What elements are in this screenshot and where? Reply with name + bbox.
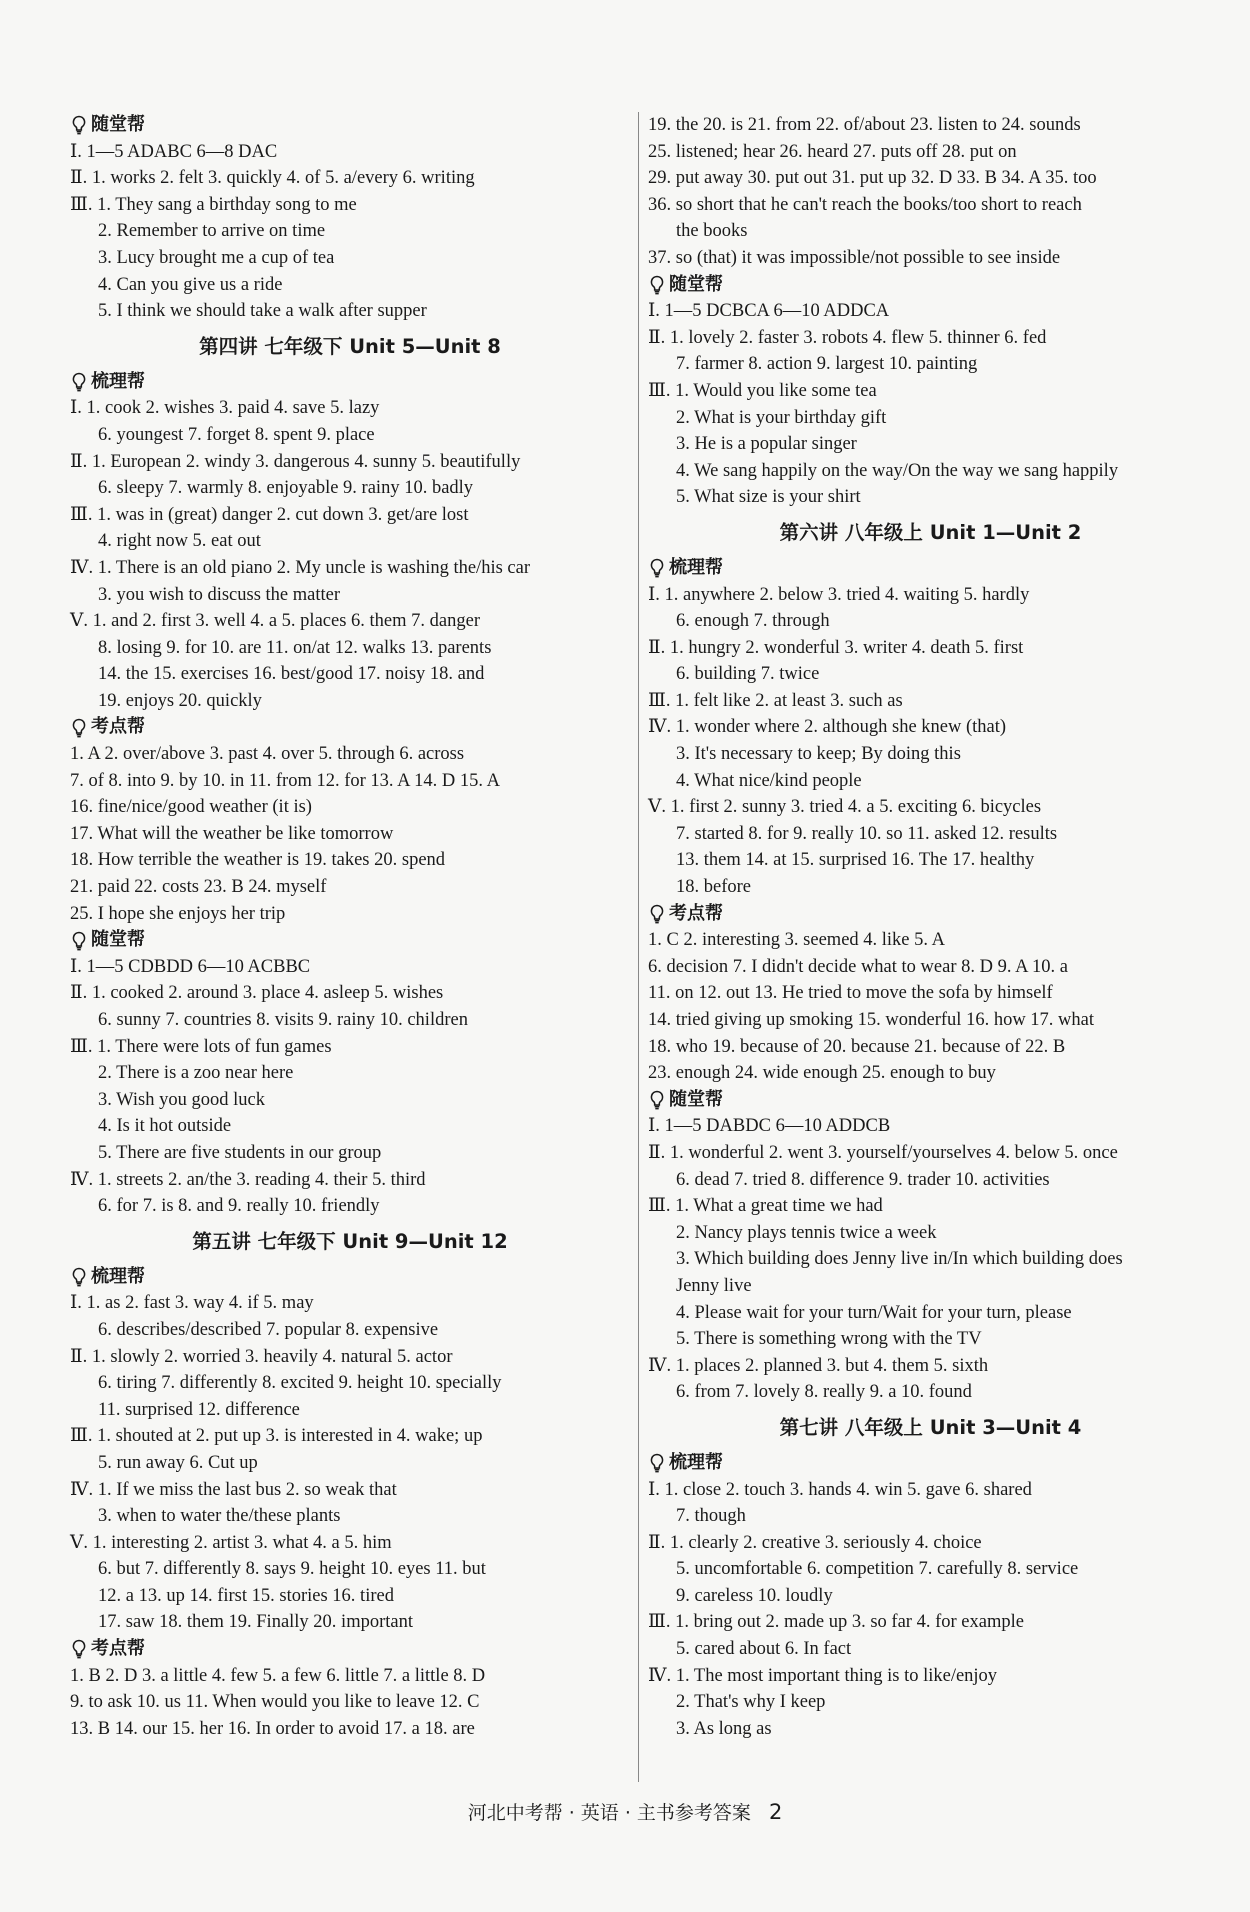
answer-line: Ⅲ. 1. They sang a birthday song to me <box>70 194 357 215</box>
answer-line: 13. them 14. at 15. surprised 16. The 17. healthy <box>676 850 1035 871</box>
lightbulb-icon <box>70 1639 88 1659</box>
answer-line: Ⅳ. 1. streets 2. an/the 3. reading 4. their 5. third <box>70 1169 426 1190</box>
answer-line: 7. though <box>676 1506 746 1527</box>
section-heading <box>70 1636 630 1663</box>
section-heading-text: 考点帮 <box>91 716 145 738</box>
answer-line: 16. fine/nice/good weather (it is) <box>70 797 312 818</box>
section-heading <box>70 112 630 139</box>
answer-line: 6. for 7. is 8. and 9. really 10. friendly <box>98 1196 380 1217</box>
column-divider <box>638 112 639 1782</box>
answer-line: Ⅲ. 1. Would you like some tea <box>648 380 877 401</box>
section-heading <box>648 272 1213 299</box>
answer-line: Ⅳ. 1. There is an old piano 2. My uncle is washing the/his car <box>70 557 530 578</box>
section-heading <box>70 369 630 396</box>
footer-title: 河北中考帮 · 英语 · 主书参考答案 <box>467 1802 751 1824</box>
answer-line: 3. Lucy brought me a cup of tea <box>98 247 335 268</box>
answer-line: 36. so short that he can't reach the books/too short to reach <box>648 194 1082 215</box>
lesson-title: 第七讲 八年级上 Unit 3—Unit 4 <box>779 1415 1082 1439</box>
answer-line: 19. the 20. is 21. from 22. of/about 23. listen to 24. sounds <box>648 115 1081 135</box>
answer-line: Ⅱ. 1. clearly 2. creative 3. seriously 4. choice <box>648 1532 982 1553</box>
answer-line: Ⅳ. 1. If we miss the last bus 2. so weak that <box>70 1479 397 1500</box>
answer-line: 37. so (that) it was impossible/not possible to see inside <box>648 247 1061 268</box>
page-footer <box>0 1798 1250 1825</box>
answer-line: 6. describes/described 7. popular 8. expensive <box>98 1319 439 1340</box>
answer-line: 5. cared about 6. In fact <box>676 1639 852 1660</box>
answer-line: Ⅰ. 1—5 ADABC 6—8 DAC <box>70 141 278 162</box>
answer-line: Ⅴ. 1. interesting 2. artist 3. what 4. a 5. him <box>70 1532 392 1553</box>
answer-line: Ⅲ. 1. shouted at 2. put up 3. is interested in 4. wake; up <box>70 1426 483 1447</box>
answer-line: 25. I hope she enjoys her trip <box>70 903 286 924</box>
answer-line: Ⅲ. 1. There were lots of fun games <box>70 1036 332 1057</box>
answer-line: 1. A 2. over/above 3. past 4. over 5. through 6. across <box>70 744 465 765</box>
answer-line: Ⅱ. 1. wonderful 2. went 3. yourself/yourselves 4. below 5. once <box>648 1142 1118 1163</box>
answer-line: 23. enough 24. wide enough 25. enough to buy <box>648 1063 996 1084</box>
answer-line: Ⅴ. 1. and 2. first 3. well 4. a 5. places 6. them 7. danger <box>70 611 480 632</box>
answer-line: 12. a 13. up 14. first 15. stories 16. tired <box>98 1585 394 1606</box>
answer-line: 18. before <box>676 877 751 898</box>
answer-line: Ⅰ. 1. anywhere 2. below 3. tried 4. waiting 5. hardly <box>648 584 1030 605</box>
answer-line: 4. Is it hot outside <box>98 1116 232 1137</box>
answer-line: 14. tried giving up smoking 15. wonderful 16. how 17. what <box>648 1010 1095 1030</box>
section-heading <box>70 1264 630 1291</box>
answer-line: 3. you wish to discuss the matter <box>98 584 341 605</box>
answer-line: Ⅲ. 1. bring out 2. made up 3. so far 4. for example <box>648 1612 1024 1633</box>
answer-line: Ⅰ. 1. close 2. touch 3. hands 4. win 5. gave 6. shared <box>648 1479 1032 1500</box>
section-heading-text: 考点帮 <box>91 1638 145 1660</box>
lightbulb-icon <box>70 115 88 135</box>
section-heading <box>70 927 630 954</box>
answer-line: 4. right now 5. eat out <box>98 531 261 552</box>
answer-line: Ⅰ. 1—5 DCBCA 6—10 ADDCA <box>648 301 890 322</box>
right-column <box>648 112 1213 1742</box>
answer-line: 7. started 8. for 9. really 10. so 11. asked 12. results <box>676 823 1058 844</box>
answer-line: Ⅱ. 1. hungry 2. wonderful 3. writer 4. death 5. first <box>648 637 1024 658</box>
answer-line: 3. As long as <box>676 1718 772 1739</box>
answer-line: 2. Remember to arrive on time <box>98 221 326 242</box>
answer-line: 5. There is something wrong with the TV <box>676 1329 982 1350</box>
answer-line: Ⅲ. 1. What a great time we had <box>648 1196 883 1217</box>
answer-line: Ⅰ. 1—5 CDBDD 6—10 ACBBC <box>70 956 311 977</box>
section-heading-text: 随堂帮 <box>91 114 145 135</box>
answer-line: 6. building 7. twice <box>676 664 820 685</box>
answer-line: 1. C 2. interesting 3. seemed 4. like 5. A <box>648 930 945 951</box>
section-heading <box>70 714 630 741</box>
answer-line: 4. What nice/kind people <box>676 770 862 791</box>
answer-line: 6. sunny 7. countries 8. visits 9. rainy 10. children <box>98 1010 468 1030</box>
answer-line: Ⅲ. 1. felt like 2. at least 3. such as <box>648 690 903 711</box>
answer-line: Ⅱ. 1. European 2. windy 3. dangerous 4. sunny 5. beautifully <box>70 451 521 472</box>
answer-line: Ⅲ. 1. was in (great) danger 2. cut down 3. get/are lost <box>70 504 469 525</box>
answer-line: 8. losing 9. for 10. are 11. on/at 12. walks 13. parents <box>98 637 492 658</box>
answer-line: 3. It's necessary to keep; By doing this <box>676 744 961 765</box>
answer-line: 5. uncomfortable 6. competition 7. carefully 8. service <box>676 1559 1079 1580</box>
answer-line: 6. enough 7. through <box>676 611 830 632</box>
lightbulb-icon <box>648 558 666 578</box>
lightbulb-icon <box>648 275 666 295</box>
lesson-title: 第五讲 七年级下 Unit 9—Unit 12 <box>192 1229 508 1253</box>
section-heading <box>648 1087 1213 1114</box>
lightbulb-icon <box>70 718 88 738</box>
section-heading <box>648 901 1213 928</box>
answer-line: Ⅱ. 1. lovely 2. faster 3. robots 4. flew 5. thinner 6. fed <box>648 327 1047 348</box>
answer-line: 9. careless 10. loudly <box>676 1585 833 1606</box>
section-heading-text: 梳理帮 <box>91 370 145 392</box>
lightbulb-icon <box>648 904 666 924</box>
answer-line: the books <box>676 221 748 242</box>
answer-line: 6. dead 7. tried 8. difference 9. trader 10. activities <box>676 1169 1050 1190</box>
answer-line: 18. who 19. because of 20. because 21. because of 22. B <box>648 1036 1066 1057</box>
answer-line: Ⅰ. 1. as 2. fast 3. way 4. if 5. may <box>70 1293 314 1314</box>
answer-line: Ⅰ. 1. cook 2. wishes 3. paid 4. save 5. lazy <box>70 398 380 419</box>
answer-line: 1. B 2. D 3. a little 4. few 5. a few 6. little 7. a little 8. D <box>70 1665 486 1686</box>
section-heading-text: 随堂帮 <box>91 929 145 951</box>
answer-line: 14. the 15. exercises 16. best/good 17. noisy 18. and <box>98 664 485 685</box>
section-heading-text: 梳理帮 <box>669 1451 723 1473</box>
answer-line: Ⅱ. 1. slowly 2. worried 3. heavily 4. natural 5. actor <box>70 1346 453 1367</box>
answer-line: 2. Nancy plays tennis twice a week <box>676 1222 937 1243</box>
answer-line: 3. Which building does Jenny live in/In which building does <box>676 1249 1123 1270</box>
answer-line: Ⅳ. 1. wonder where 2. although she knew (that) <box>648 717 1007 738</box>
section-heading <box>648 1450 1213 1477</box>
lightbulb-icon <box>70 931 88 951</box>
answer-line: 11. surprised 12. difference <box>98 1399 300 1420</box>
answer-line: 17. What will the weather be like tomorrow <box>70 823 394 844</box>
answer-line: 3. He is a popular singer <box>676 434 857 455</box>
answer-line: Jenny live <box>676 1275 752 1296</box>
section-heading-text: 考点帮 <box>669 902 723 924</box>
answer-line: Ⅱ. 1. works 2. felt 3. quickly 4. of 5. a/every 6. writing <box>70 168 475 189</box>
answer-line: 5. run away 6. Cut up <box>98 1452 258 1473</box>
section-heading-text: 梳理帮 <box>91 1265 145 1287</box>
answer-line: 6. decision 7. I didn't decide what to wear 8. D 9. A 10. a <box>648 956 1069 977</box>
answer-line: 11. on 12. out 13. He tried to move the sofa by himself <box>648 983 1053 1004</box>
answer-line: 6. from 7. lovely 8. really 9. a 10. found <box>676 1382 972 1403</box>
answer-line: 4. We sang happily on the way/On the way we sang happily <box>676 460 1119 481</box>
answer-line: 4. Can you give us a ride <box>98 274 283 295</box>
answer-line: 25. listened; hear 26. heard 27. puts off 28. put on <box>648 141 1017 162</box>
answer-line: 4. Please wait for your turn/Wait for your turn, please <box>676 1302 1072 1323</box>
answer-line: 6. but 7. differently 8. says 9. height 10. eyes 11. but <box>98 1559 486 1580</box>
left-column <box>70 112 630 1742</box>
lightbulb-icon <box>648 1090 666 1110</box>
answer-line: 21. paid 22. costs 23. B 24. myself <box>70 877 327 898</box>
answer-line: 2. That's why I keep <box>676 1692 826 1713</box>
answer-line: 6. tiring 7. differently 8. excited 9. height 10. specially <box>98 1373 502 1394</box>
answer-line: 6. youngest 7. forget 8. spent 9. place <box>98 424 375 445</box>
section-heading <box>648 555 1213 582</box>
answer-line: 5. What size is your shirt <box>676 487 861 508</box>
section-heading-text: 随堂帮 <box>669 273 723 295</box>
answer-line: Ⅳ. 1. places 2. planned 3. but 4. them 5. sixth <box>648 1355 989 1376</box>
answer-line: 19. enjoys 20. quickly <box>98 690 262 711</box>
answer-line: 9. to ask 10. us 11. When would you like to leave 12. C <box>70 1692 480 1713</box>
answer-line: 17. saw 18. them 19. Finally 20. important <box>98 1612 413 1633</box>
answer-line: 29. put away 30. put out 31. put up 32. D 33. B 34. A 35. too <box>648 168 1097 189</box>
answer-line: 7. farmer 8. action 9. largest 10. painting <box>676 354 978 375</box>
lightbulb-icon <box>70 1267 88 1287</box>
section-heading-text: 随堂帮 <box>669 1088 723 1110</box>
answer-line: 6. sleepy 7. warmly 8. enjoyable 9. rainy 10. badly <box>98 478 474 499</box>
answer-line: 18. How terrible the weather is 19. takes 20. spend <box>70 850 446 871</box>
answer-line: Ⅱ. 1. cooked 2. around 3. place 4. asleep 5. wishes <box>70 983 444 1004</box>
answer-line: Ⅰ. 1—5 DABDC 6—10 ADDCB <box>648 1116 891 1137</box>
answer-line: 3. when to water the/these plants <box>98 1506 341 1527</box>
lesson-title: 第六讲 八年级上 Unit 1—Unit 2 <box>779 520 1082 544</box>
answer-line: 5. I think we should take a walk after supper <box>98 301 427 322</box>
answer-line: 2. There is a zoo near here <box>98 1063 294 1084</box>
answer-line: 2. What is your birthday gift <box>676 407 887 428</box>
page-number: 2 <box>768 1800 783 1824</box>
answer-line: 3. Wish you good luck <box>98 1089 265 1110</box>
answer-line: 5. There are five students in our group <box>98 1142 382 1163</box>
lightbulb-icon <box>648 1453 666 1473</box>
answer-line: 13. B 14. our 15. her 16. In order to avoid 17. a 18. are <box>70 1718 475 1739</box>
answer-line: Ⅳ. 1. The most important thing is to like/enjoy <box>648 1665 998 1686</box>
section-heading-text: 梳理帮 <box>669 556 723 578</box>
answer-line: Ⅴ. 1. first 2. sunny 3. tried 4. a 5. exciting 6. bicycles <box>648 797 1042 818</box>
answer-line: 7. of 8. into 9. by 10. in 11. from 12. for 13. A 14. D 15. A <box>70 770 500 791</box>
lesson-title: 第四讲 七年级下 Unit 5—Unit 8 <box>199 334 501 358</box>
lightbulb-icon <box>70 372 88 392</box>
